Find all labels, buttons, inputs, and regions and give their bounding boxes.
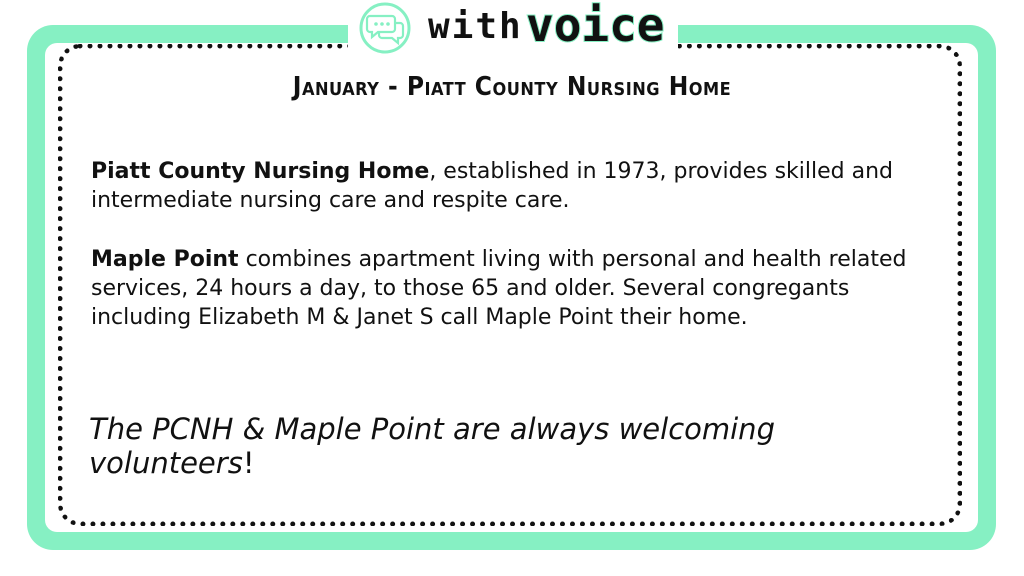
with-voice-logo (348, 0, 678, 58)
paragraph1-text: , established in 1973, provides skilled and intermediate nursing care and respite care. (91, 159, 894, 213)
paragraph-maple-point (91, 245, 911, 332)
paragraph1-bold: Piatt County Nursing Home (91, 159, 430, 184)
closing-exclamation: ! (242, 446, 255, 480)
speech-bubbles-icon (356, 2, 414, 54)
closing-statement (89, 412, 949, 480)
paragraph2-text: combines apartment living with personal and health related services, 24 hours a day, to those 65 and older. Several congregants including Elizabeth M & Janet S call Maple Point their home. (91, 247, 907, 330)
card-title: January - Piatt County Nursing Home (292, 72, 732, 102)
closing-text: The PCNH & Maple Point are always welcoming volunteers (89, 412, 775, 480)
logo-with-text: with (428, 6, 523, 47)
paragraph-nursing-home (91, 157, 911, 215)
logo-voice-text: voice (526, 0, 665, 52)
paragraph2-bold: Maple Point (91, 247, 239, 272)
